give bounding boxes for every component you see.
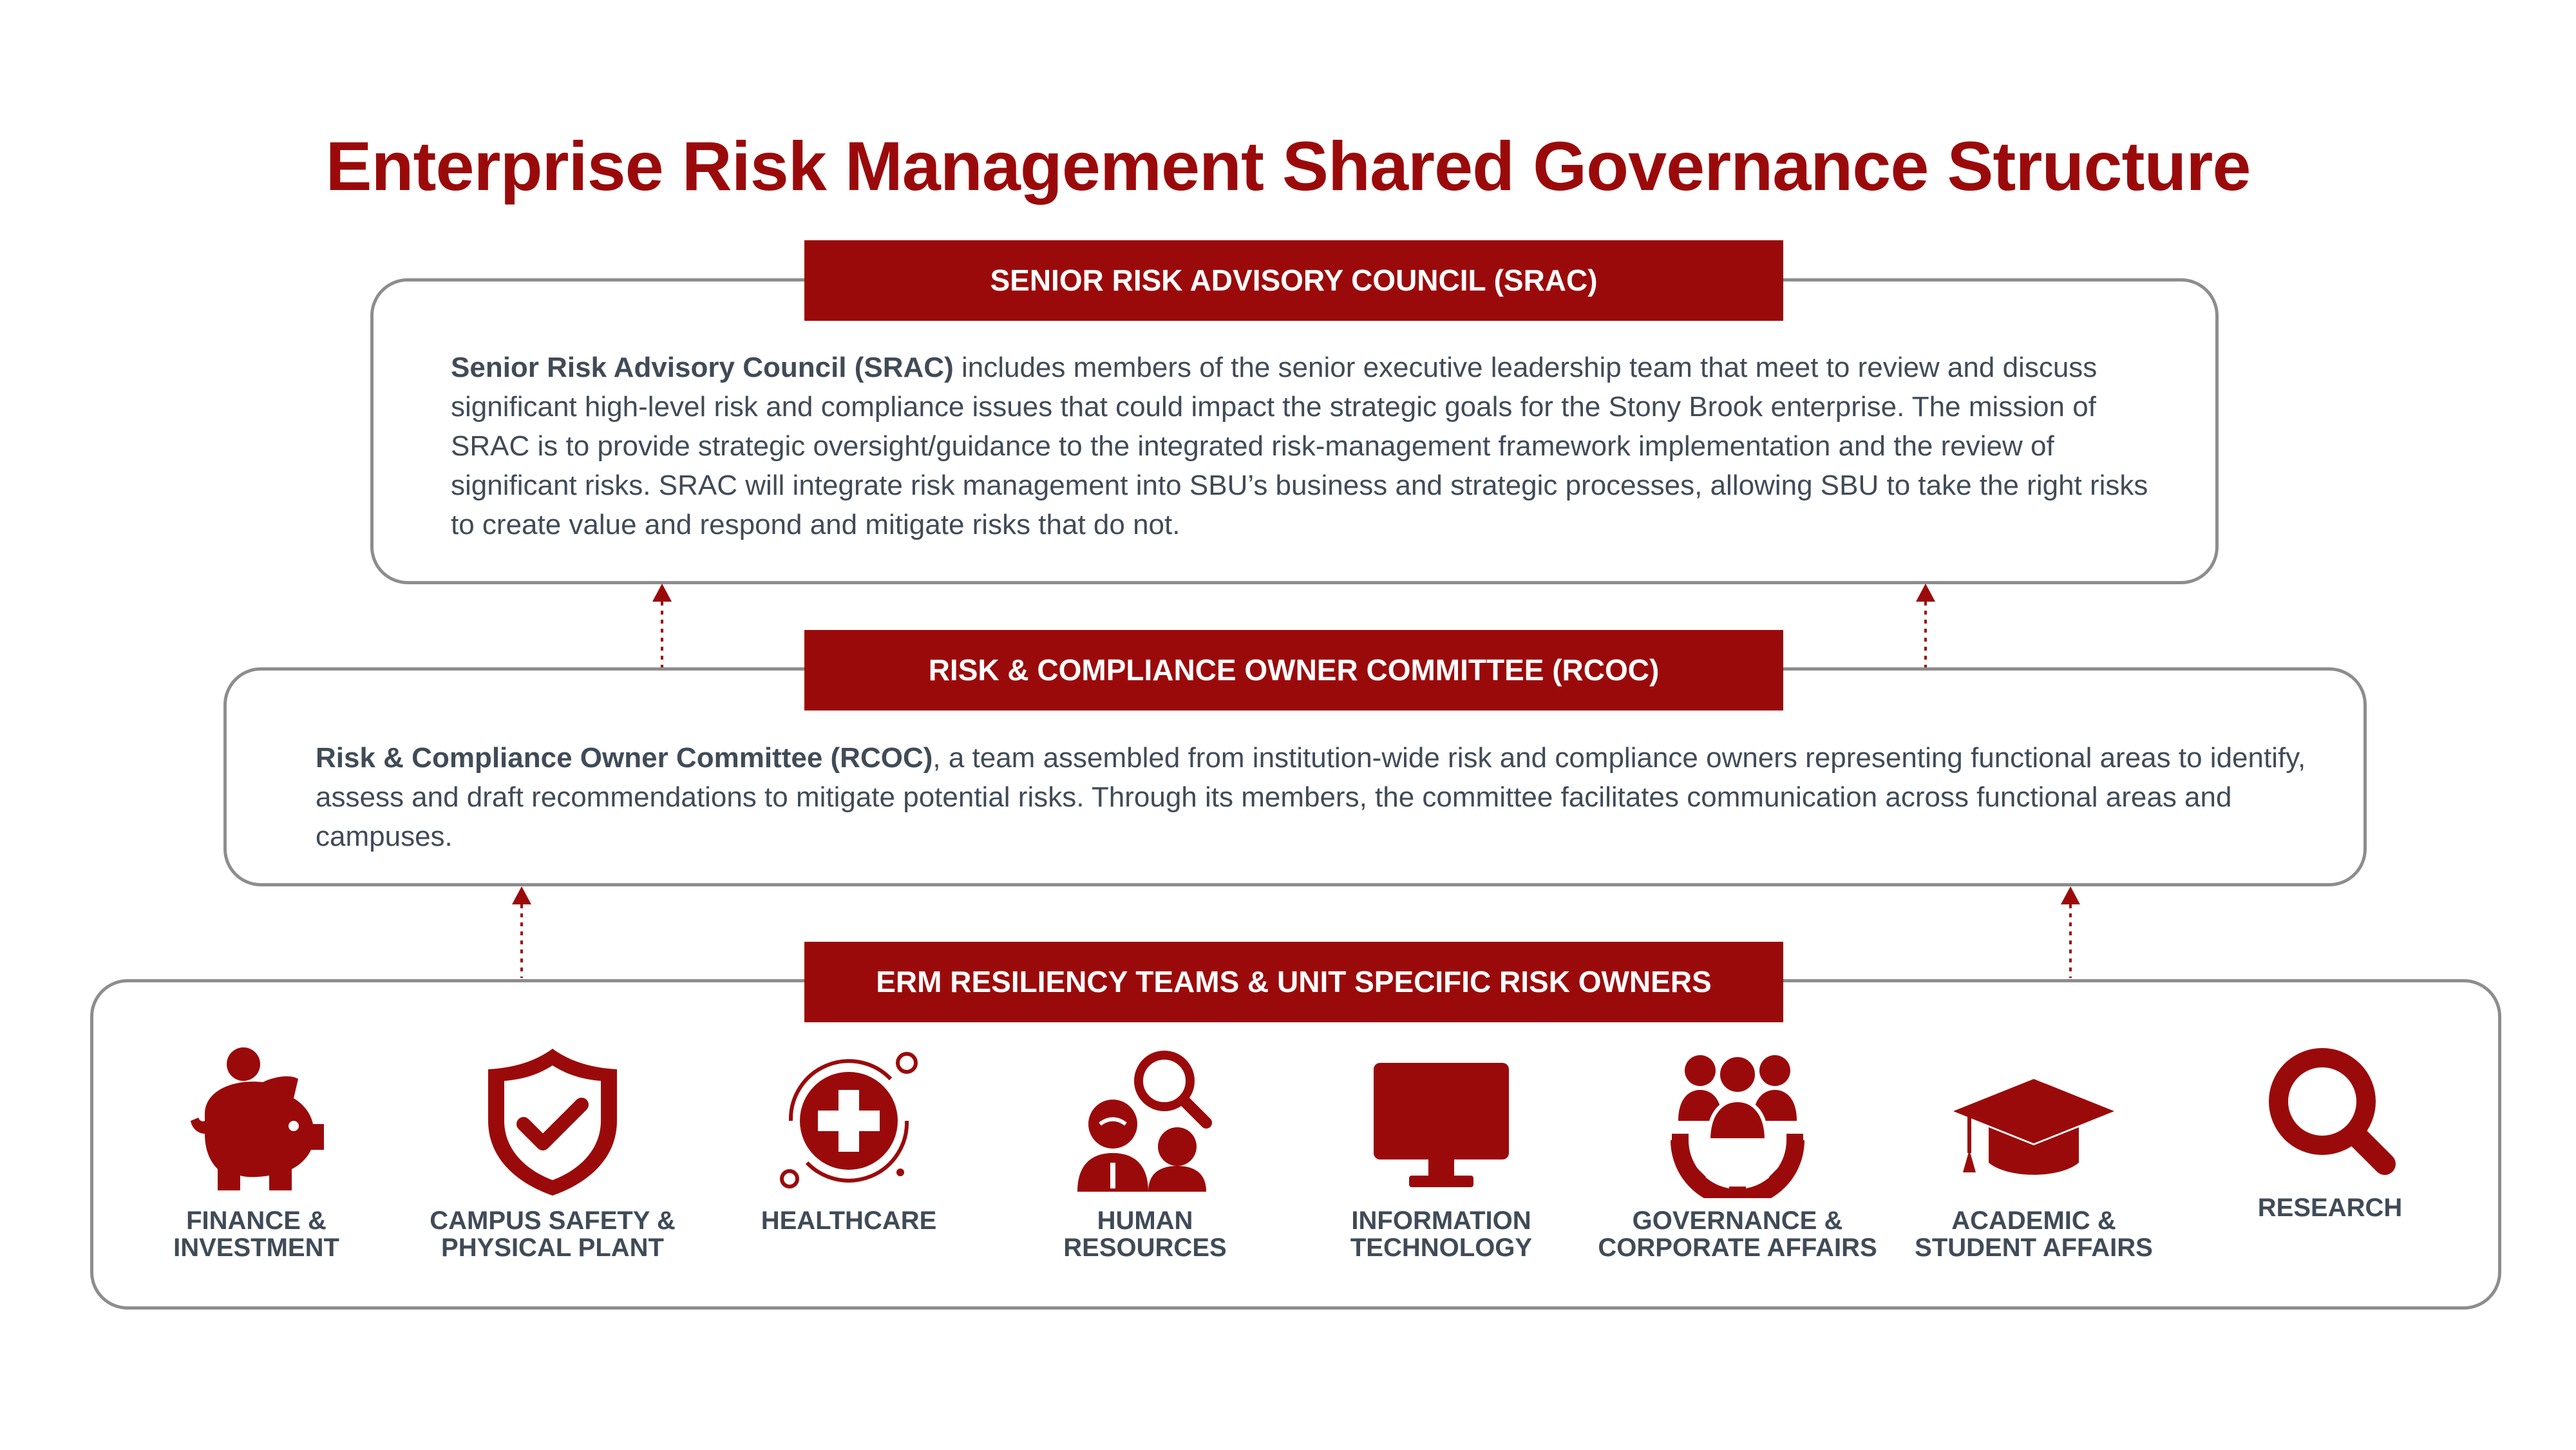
unit-label-line2: STUDENT AFFAIRS bbox=[1915, 1234, 2153, 1262]
unit-label-line1: ACADEMIC & bbox=[1951, 1207, 2116, 1235]
srac-description-bold: Senior Risk Advisory Council (SRAC) bbox=[451, 352, 954, 383]
unit-campus-safety bbox=[411, 1044, 694, 1261]
arrow-up-icon bbox=[512, 886, 531, 978]
unit-human-resources bbox=[1003, 1044, 1287, 1261]
unit-label bbox=[1003, 1207, 1287, 1261]
unit-label bbox=[2188, 1194, 2472, 1221]
unit-healthcare bbox=[707, 1044, 990, 1234]
unit-label-line1: INFORMATION bbox=[1351, 1207, 1531, 1235]
unit-research bbox=[2188, 1044, 2472, 1221]
unit-finance bbox=[115, 1044, 398, 1261]
unit-label-line2: RESOURCES bbox=[1063, 1234, 1227, 1262]
unit-label-line1: GOVERNANCE & bbox=[1632, 1207, 1843, 1235]
rcoc-description bbox=[316, 738, 2312, 856]
unit-academic bbox=[1892, 1044, 2175, 1261]
people-search-icon bbox=[1068, 1044, 1222, 1198]
rcoc-header: RISK & COMPLIANCE OWNER COMMITTEE (RCOC) bbox=[804, 630, 1783, 711]
shield-check-icon bbox=[475, 1044, 630, 1198]
page-title: Enterprise Risk Management Shared Governance Structure bbox=[325, 127, 2251, 205]
rcoc-description-text: , a team assembled from institution-wide risk and compliance owners representing functional areas to identify, assess and draft recommendations to mitigate potential risks. Through its members, the committee facilitates communication across functional areas and campuses. bbox=[316, 742, 2306, 852]
erm-header: ERM RESILIENCY TEAMS & UNIT SPECIFIC RISK OWNERS bbox=[804, 942, 1783, 1022]
arrow-up-icon bbox=[2061, 886, 2080, 978]
unit-label bbox=[1892, 1207, 2175, 1261]
unit-label-line1: FINANCE & bbox=[186, 1207, 327, 1235]
unit-label-line1: CAMPUS SAFETY & bbox=[430, 1207, 676, 1235]
unit-information-technology bbox=[1300, 1044, 1583, 1261]
srac-header: SENIOR RISK ADVISORY COUNCIL (SRAC) bbox=[804, 240, 1783, 321]
unit-label bbox=[1300, 1207, 1583, 1261]
arrow-up-icon bbox=[652, 584, 672, 667]
arrow-up-icon bbox=[1916, 584, 1935, 667]
srac-description bbox=[451, 348, 2164, 544]
unit-label bbox=[707, 1207, 990, 1234]
unit-governance bbox=[1596, 1044, 1879, 1261]
piggy-bank-icon bbox=[179, 1044, 334, 1198]
unit-label bbox=[1596, 1207, 1879, 1261]
magnifier-icon bbox=[2253, 1044, 2407, 1185]
team-gear-icon bbox=[1660, 1044, 1815, 1198]
unit-label-line1: HEALTHCARE bbox=[761, 1207, 937, 1235]
unit-label-line1: RESEARCH bbox=[2257, 1194, 2403, 1222]
unit-label-line2: PHYSICAL PLANT bbox=[441, 1234, 664, 1262]
monitor-icon bbox=[1364, 1044, 1519, 1198]
rcoc-description-bold: Risk & Compliance Owner Committee (RCOC) bbox=[316, 742, 933, 774]
srac-description-text: includes members of the senior executive leadership team that meet to review and discuss significant high-level risk and compliance issues that could impact the strategic goals for the Stony Brook enterprise. The mission of SRAC is to provide strategic oversight/guidance to the integrated risk-management framework implementation and the review of significant risks. SRAC will integrate risk management into SBU’s business and strategic processes, allowing SBU to take the right risks to create value and respond and mitigate risks that do not. bbox=[451, 352, 2148, 540]
unit-label-line1: HUMAN bbox=[1097, 1207, 1193, 1235]
unit-label bbox=[115, 1207, 398, 1261]
unit-label-line2: INVESTMENT bbox=[173, 1234, 339, 1262]
unit-label-line2: TECHNOLOGY bbox=[1350, 1234, 1533, 1262]
medical-cross-icon bbox=[772, 1044, 926, 1198]
unit-label-line2: CORPORATE AFFAIRS bbox=[1598, 1234, 1877, 1262]
unit-label bbox=[411, 1207, 694, 1261]
graduation-cap-icon bbox=[1950, 1044, 2117, 1198]
